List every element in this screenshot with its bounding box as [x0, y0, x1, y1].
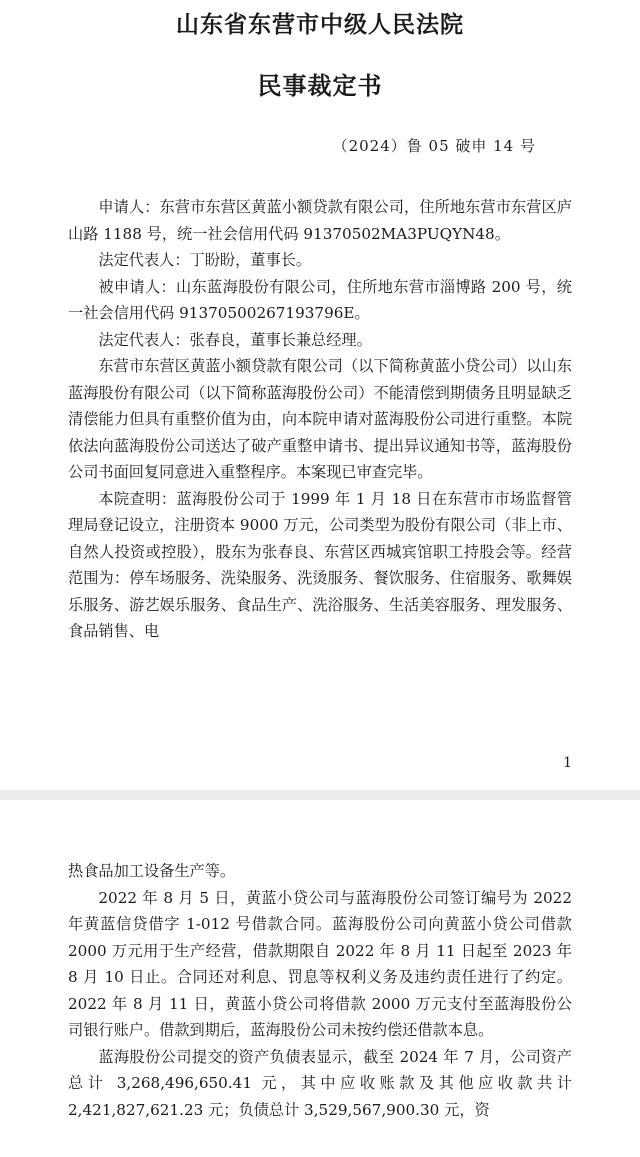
- paragraph-respondent-representative: 法定代表人：张春良，董事长兼总经理。: [98, 330, 372, 349]
- paragraph-application: 东营市东营区黄蓝小额贷款有限公司（以下简称黄蓝小贷公司）以山东蓝海股份有限公司（以下简称蓝海股份公司）不能清偿到期债务且明显缺乏清偿能力但具有重整价值为由，向本院申请对蓝海股份公司进行重整。本院依法向蓝海股份公司送达了破产重整申请书、提出异议通知书等，蓝海股份公司书面回复同意进入重整程序。本案现已审查完毕。: [68, 357, 572, 481]
- page1-body: [68, 194, 572, 645]
- case-number: （2024）鲁 05 破申 14 号: [332, 137, 536, 155]
- document-page-2: [0, 800, 640, 1157]
- paragraph-applicant-representative: 法定代表人：丁盼盼，董事长。: [98, 251, 312, 269]
- paragraph-loan-contract: 2022 年 8 月 5 日，黄蓝小贷公司与蓝海股份公司签订编号为 2022 年黄蓝信贷借字 1-012 号借款合同。蓝海股份公司向黄蓝小贷公司借款 2000 万元用于生产经营，借款期限自 2022 年 8 月 11 日起至 2023 年 8 月 10 日止。合同还对利息、罚息等权利义务及违约责任进行了约定。2022 年 8 月 11 日，黄蓝小贷公司将借款 2000 万元支付至蓝海股份公司银行账户。借款到期后，蓝海股份公司未按约偿还借款本息。: [68, 888, 572, 1039]
- court-name: 山东省东营市中级人民法院: [176, 11, 464, 38]
- paragraph-respondent: 被申请人：山东蓝海股份有限公司，住所地东营市淄博路 200 号，统一社会信用代码 91370500267193796E。: [68, 277, 572, 322]
- page2-body: [68, 858, 572, 1123]
- page-separator: [0, 790, 640, 800]
- paragraph-applicant: 申请人：东营市东营区黄蓝小额贷款有限公司，住所地东营市东营区庐山路 1188 号，统一社会信用代码 91370502MA3PUQYN48。: [68, 198, 572, 243]
- paragraph-balance-sheet: 蓝海股份公司提交的资产负债表显示，截至 2024 年 7 月，公司资产总计 3,268,496,650.41 元，其中应收账款及其他应收款共计 2,421,827,621.23 元；负债总计 3,529,567,900.30 元，资: [68, 1047, 572, 1119]
- document-title: 民事裁定书: [257, 71, 383, 100]
- paragraph-continuation: 热食品加工设备生产等。: [68, 862, 236, 880]
- paragraph-findings: 本院查明：蓝海股份公司于 1999 年 1 月 18 日在东营市市场监督管理局登记设立，注册资本 9000 万元，公司类型为股份有限公司（非上市、自然人投资或控股），股东为张春良、东营区西城宾馆职工持股会等。经营范围为：停车场服务、洗染服务、洗烫服务、餐饮服务、住宿服务、歌舞娱乐服务、游艺娱乐服务、食品生产、洗浴服务、生活美容服务、理发服务、食品销售、电: [68, 489, 572, 640]
- page-number: 1: [563, 755, 572, 771]
